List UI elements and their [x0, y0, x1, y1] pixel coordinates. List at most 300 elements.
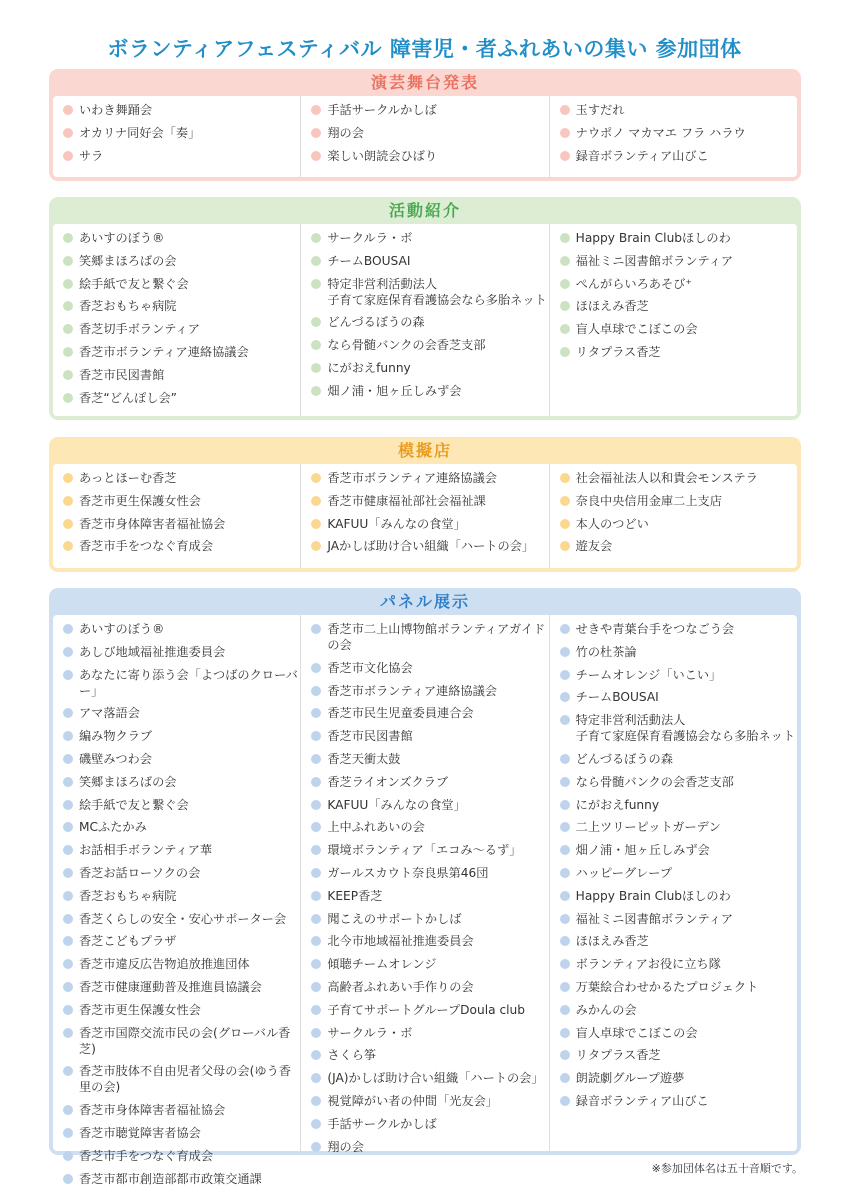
organization-name: 香芝市手をつなぐ育成会: [79, 539, 214, 554]
organization-name: にがおえfunny: [575, 797, 660, 812]
bullet-dot-icon: [560, 822, 570, 832]
list-item: [560, 689, 797, 705]
organization-name: 香芝市ボランティア連絡協議会: [327, 683, 497, 698]
list-item: [63, 470, 300, 486]
bullet-dot-icon: [63, 541, 73, 551]
bullet-dot-icon: [311, 754, 321, 764]
bullet-dot-icon: [63, 1005, 73, 1015]
bullet-dot-icon: [311, 1096, 321, 1106]
bullet-dot-icon: [560, 777, 570, 787]
column-3: [549, 464, 797, 568]
organization-name: なら骨髄バンクの会香芝支部: [327, 338, 486, 353]
organization-name: 聞こえのサポートかしば: [327, 911, 462, 926]
list-item: [63, 888, 300, 904]
organization-name: Happy Brain Clubほしのわ: [575, 231, 731, 245]
bullet-dot-icon: [63, 301, 73, 311]
organization-name: 笑郷まほろばの会: [79, 774, 177, 789]
list-item: [311, 1093, 548, 1109]
list-item: [560, 842, 797, 858]
list-item: [311, 774, 548, 790]
organization-name: せきや青葉台手をつなごう会: [575, 622, 735, 636]
organization-name: ほほえみ香芝: [575, 934, 649, 949]
list-item: [311, 383, 548, 399]
list-item: [63, 1002, 300, 1018]
list-item: [63, 493, 300, 509]
bullet-dot-icon: [63, 845, 73, 855]
column-2: [300, 96, 548, 177]
organization-name: 香芝市更生保護女性会: [79, 1002, 201, 1017]
list-item: [311, 125, 548, 141]
bullet-dot-icon: [311, 128, 321, 138]
bullet-dot-icon: [311, 386, 321, 396]
organization-name: 笑郷まほろばの会: [79, 253, 177, 268]
list-item: [311, 148, 548, 164]
bullet-dot-icon: [311, 317, 321, 327]
organization-name: 環境ボランティア「エコみ〜るず」: [327, 843, 522, 858]
organization-name: 盲人卓球でこぼこの会: [575, 322, 698, 337]
bullet-dot-icon: [560, 324, 570, 334]
organization-name: 香芝市更生保護女性会: [79, 493, 201, 508]
list-item: [560, 751, 797, 767]
organization-name: サークルラ・ボ: [327, 231, 413, 245]
column-3: [549, 96, 797, 177]
bullet-dot-icon: [63, 256, 73, 266]
bullet-dot-icon: [311, 624, 321, 634]
organization-name: 編み物クラブ: [79, 729, 153, 744]
organization-name: ガールスカウト奈良県第46団: [327, 865, 489, 880]
list-item: [311, 865, 548, 881]
list-item: [63, 538, 300, 554]
list-item: [560, 470, 797, 486]
organization-name: ぺんがらいろあそび⁺: [575, 276, 692, 291]
bullet-dot-icon: [311, 800, 321, 810]
list-item: [311, 956, 548, 972]
column-1: [53, 96, 300, 177]
list-item: [311, 797, 548, 813]
organization-name: 玉すだれ: [575, 103, 625, 117]
list-item: [311, 1139, 548, 1155]
organization-name: 香芝市手をつなぐ育成会: [79, 1148, 214, 1163]
list-item: [311, 102, 548, 118]
list-item: [311, 621, 548, 653]
organization-name: あいすのぼう®: [79, 622, 165, 636]
list-item: [311, 888, 548, 904]
list-item: [560, 888, 797, 904]
organization-name: KAFUU「みんなの食堂」: [327, 797, 466, 812]
bullet-dot-icon: [560, 754, 570, 764]
bullet-dot-icon: [560, 151, 570, 161]
bullet-dot-icon: [63, 105, 73, 115]
organization-name: 香芝こどもプラザ: [79, 934, 177, 949]
organization-name: 二上ツリーピットガーデン: [575, 820, 721, 835]
bullet-dot-icon: [63, 731, 73, 741]
bullet-dot-icon: [560, 914, 570, 924]
bullet-dot-icon: [311, 777, 321, 787]
list-item: [560, 667, 797, 683]
organization-name: 遊友会: [575, 539, 613, 554]
list-item: [63, 705, 300, 721]
bullet-dot-icon: [560, 647, 570, 657]
list-item: [63, 911, 300, 927]
bullet-dot-icon: [560, 1073, 570, 1083]
bullet-dot-icon: [311, 936, 321, 946]
bullet-dot-icon: [63, 324, 73, 334]
organization-name: 香芝市民生児童委員連合会: [327, 706, 474, 721]
section-activity-introduction: [49, 197, 801, 420]
list-item: [63, 344, 300, 360]
bullet-dot-icon: [63, 1174, 73, 1184]
list-item: [63, 644, 300, 660]
organization-name: 子育てサポートグループDoula club: [327, 1002, 526, 1017]
list-item: [311, 516, 548, 532]
bullet-dot-icon: [311, 1073, 321, 1083]
list-item: [560, 1070, 797, 1086]
list-item: [560, 956, 797, 972]
list-item: [560, 1047, 797, 1063]
list-item: [311, 842, 548, 858]
bullet-dot-icon: [311, 1142, 321, 1152]
organization-name: お話相手ボランティア華: [79, 843, 213, 858]
bullet-dot-icon: [311, 1028, 321, 1038]
organization-name: 竹の杜茶論: [575, 644, 637, 659]
column-1: [53, 615, 300, 1186]
list-item: [560, 865, 797, 881]
bullet-dot-icon: [311, 279, 321, 289]
list-item: [560, 979, 797, 995]
bullet-dot-icon: [63, 708, 73, 718]
list-item: [63, 516, 300, 532]
bullet-dot-icon: [63, 1151, 73, 1161]
bullet-dot-icon: [560, 670, 570, 680]
page-title: ボランティアフェスティバル 障害児・者ふれあいの集い 参加団体: [107, 37, 742, 61]
column-2: [300, 615, 548, 1154]
bullet-dot-icon: [560, 692, 570, 702]
bullet-dot-icon: [311, 708, 321, 718]
bullet-dot-icon: [311, 340, 321, 350]
organization-name: みかんの会: [575, 1002, 637, 1017]
bullet-dot-icon: [560, 959, 570, 969]
bullet-dot-icon: [560, 891, 570, 901]
organization-name: 香芝おもちゃ病院: [79, 299, 177, 314]
organization-name: 高齢者ふれあい手作りの会: [327, 979, 474, 994]
footnote: ※参加団体名は五十音順です。: [651, 1162, 803, 1175]
section-food-stalls: [49, 437, 801, 572]
organization-name: 香芝市身体障害者福祉協会: [79, 1103, 226, 1118]
bullet-dot-icon: [560, 496, 570, 506]
organization-name: サークルラ・ボ: [327, 1025, 413, 1040]
organization-name: 楽しい朗読会ひばり: [327, 148, 438, 163]
list-item: [560, 230, 797, 246]
organization-name: あしび地域福祉推進委員会: [79, 644, 226, 659]
list-item: [560, 1025, 797, 1041]
organization-name: 香芝市民図書館: [79, 367, 165, 382]
list-item: [560, 712, 797, 744]
organization-name: KAFUU「みんなの食堂」: [327, 516, 466, 531]
bullet-dot-icon: [63, 519, 73, 529]
organization-name: アマ落語会: [79, 706, 140, 721]
organization-name: 香芝市都市創造部都市政策交通課: [79, 1171, 262, 1186]
list-item: [311, 253, 548, 269]
organization-name: 絵手紙で友と繋ぐ会: [79, 276, 189, 291]
organization-name: 手話サークルかしば: [327, 103, 437, 117]
organization-name: Happy Brain Clubほしのわ: [575, 888, 731, 903]
bullet-dot-icon: [560, 624, 570, 634]
organization-name: 香芝市国際交流市民の会(グローバル香芝): [79, 1025, 291, 1056]
list-item: [63, 1125, 300, 1141]
list-item: [63, 125, 300, 141]
bullet-dot-icon: [560, 868, 570, 878]
bullet-dot-icon: [63, 151, 73, 161]
organization-name: どんづるぼうの森: [575, 751, 673, 766]
organization-name: あっとほーむ香芝: [79, 471, 177, 485]
bullet-dot-icon: [560, 279, 570, 289]
bullet-dot-icon: [560, 936, 570, 946]
bullet-dot-icon: [311, 731, 321, 741]
organization-name: (JA)かしば助け合い組織「ハートの会」: [327, 1071, 544, 1086]
bullet-dot-icon: [63, 1128, 73, 1138]
bullet-dot-icon: [63, 936, 73, 946]
section-heading: 活動紹介: [388, 201, 461, 220]
organization-name: 翔の会: [327, 125, 364, 140]
list-item: [311, 538, 548, 554]
list-item: [311, 979, 548, 995]
list-item: [311, 1047, 548, 1063]
bullet-dot-icon: [63, 891, 73, 901]
list-item: [63, 621, 300, 637]
organization-name: 香芝市二上山博物館ボランティアガイドの会: [327, 622, 546, 652]
organization-name: 録音ボランティア山びこ: [575, 148, 709, 163]
organization-name: どんづるぼうの森: [327, 315, 425, 330]
organization-name: にがおえfunny: [327, 360, 411, 375]
organization-name: 手話サークルかしば: [327, 1116, 437, 1131]
list-item: [560, 621, 797, 637]
list-item: [560, 797, 797, 813]
organization-name: サラ: [79, 148, 104, 163]
list-item: [560, 911, 797, 927]
organization-name: あいすのぼう®: [79, 231, 165, 245]
bullet-dot-icon: [63, 1105, 73, 1115]
section-body: [53, 96, 797, 177]
list-item: [560, 644, 797, 660]
organization-name: 香芝“どんぽし会”: [79, 390, 177, 405]
organization-name: 万葉絵合わせかるたプロジェクト: [575, 979, 759, 994]
list-item: [63, 751, 300, 767]
list-item: [63, 797, 300, 813]
list-item: [63, 728, 300, 744]
bullet-dot-icon: [560, 301, 570, 311]
bullet-dot-icon: [63, 777, 73, 787]
list-item: [560, 819, 797, 835]
column-2: [300, 464, 548, 568]
list-item: [63, 1148, 300, 1164]
list-item: [560, 933, 797, 949]
bullet-dot-icon: [560, 1005, 570, 1015]
organization-name: 特定非営利活動法人 子育て家庭保育看護協会なら多胎ネット: [327, 276, 547, 307]
list-item: [560, 1093, 797, 1109]
organization-name: 福祉ミニ図書館ボランティア: [575, 253, 734, 268]
list-item: [63, 1171, 300, 1187]
organization-name: ボランティアお役に立ち隊: [575, 957, 721, 972]
column-1: [53, 224, 300, 416]
organization-name: 福祉ミニ図書館ボランティア: [575, 911, 734, 926]
bullet-dot-icon: [311, 105, 321, 115]
bullet-dot-icon: [311, 256, 321, 266]
bullet-dot-icon: [63, 914, 73, 924]
bullet-dot-icon: [63, 370, 73, 380]
bullet-dot-icon: [63, 473, 73, 483]
bullet-dot-icon: [560, 541, 570, 551]
section-body: [53, 224, 797, 416]
bullet-dot-icon: [311, 1050, 321, 1060]
organization-name: 畑ノ浦・旭ヶ丘しみず会: [327, 383, 462, 398]
bullet-dot-icon: [560, 473, 570, 483]
section-heading: 模擬店: [397, 441, 452, 460]
list-item: [311, 751, 548, 767]
organization-name: 香芝切手ボランティア: [79, 322, 200, 337]
organization-name: 香芝市文化協会: [327, 660, 413, 675]
organization-name: 視覚障がい者の仲間「光友会」: [327, 1093, 498, 1108]
bullet-dot-icon: [311, 868, 321, 878]
bullet-dot-icon: [63, 670, 73, 680]
bullet-dot-icon: [311, 496, 321, 506]
bullet-dot-icon: [560, 128, 570, 138]
list-item: [311, 314, 548, 330]
organization-name: 磯壁みつわ会: [79, 751, 152, 766]
organization-name: 社会福祉法人以和貴会モンステラ: [575, 471, 758, 485]
section-stage-performance: [49, 69, 801, 181]
list-item: [63, 933, 300, 949]
bullet-dot-icon: [560, 233, 570, 243]
bullet-dot-icon: [560, 1028, 570, 1038]
organization-name: いわき舞踊会: [79, 103, 153, 117]
list-item: [311, 360, 548, 376]
bullet-dot-icon: [63, 393, 73, 403]
bullet-dot-icon: [63, 868, 73, 878]
organization-name: 北今市地域福祉推進委員会: [327, 934, 474, 949]
list-item: [63, 956, 300, 972]
list-item: [560, 493, 797, 509]
bullet-dot-icon: [560, 519, 570, 529]
bullet-dot-icon: [560, 105, 570, 115]
bullet-dot-icon: [63, 754, 73, 764]
list-item: [311, 1070, 548, 1086]
section-heading: パネル展示: [379, 592, 470, 611]
list-item: [63, 865, 300, 881]
list-item: [560, 253, 797, 269]
list-item: [311, 337, 548, 353]
organization-name: 香芝おもちゃ病院: [79, 888, 177, 903]
list-item: [560, 276, 797, 292]
list-item: [63, 148, 300, 164]
organization-name: 香芝お話ローソクの会: [79, 865, 201, 880]
organization-name: KEEP香芝: [327, 888, 383, 903]
bullet-dot-icon: [63, 624, 73, 634]
bullet-dot-icon: [311, 233, 321, 243]
organization-name: 香芝市肢体不自由児者父母の会(ゆう香里の会): [79, 1064, 291, 1095]
bullet-dot-icon: [311, 363, 321, 373]
bullet-dot-icon: [63, 279, 73, 289]
list-item: [63, 230, 300, 246]
list-item: [311, 493, 548, 509]
list-item: [63, 253, 300, 269]
organization-name: 絵手紙で友と繋ぐ会: [79, 797, 189, 812]
list-item: [560, 1002, 797, 1018]
bullet-dot-icon: [63, 822, 73, 832]
organization-name: 上中ふれあいの会: [327, 820, 425, 835]
list-item: [311, 728, 548, 744]
organization-name: 香芝市ボランティア連絡協議会: [327, 471, 497, 485]
list-item: [560, 148, 797, 164]
bullet-dot-icon: [63, 800, 73, 810]
list-item: [311, 1002, 548, 1018]
list-item: [63, 276, 300, 292]
organization-name: 香芝市民図書館: [327, 729, 413, 744]
bullet-dot-icon: [560, 982, 570, 992]
bullet-dot-icon: [311, 982, 321, 992]
list-item: [311, 276, 548, 308]
bullet-dot-icon: [560, 845, 570, 855]
organization-name: 録音ボランティア山びこ: [575, 1093, 709, 1108]
organization-name: ほほえみ香芝: [575, 299, 649, 314]
list-item: [63, 842, 300, 858]
bullet-dot-icon: [63, 347, 73, 357]
list-item: [63, 667, 300, 699]
bullet-dot-icon: [311, 473, 321, 483]
organization-name: なら骨髄バンクの会香芝支部: [575, 774, 734, 789]
column-3: [549, 615, 797, 1151]
list-item: [560, 102, 797, 118]
list-item: [63, 1102, 300, 1118]
organization-name: 畑ノ浦・旭ヶ丘しみず会: [575, 843, 710, 858]
list-item: [560, 774, 797, 790]
bullet-dot-icon: [63, 233, 73, 243]
column-1: [53, 464, 300, 568]
organization-name: JAかしば助け合い組織「ハートの会」: [327, 539, 535, 554]
bullet-dot-icon: [311, 914, 321, 924]
list-item: [63, 321, 300, 337]
bullet-dot-icon: [311, 541, 321, 551]
organization-name: 香芝市ボランティア連絡協議会: [79, 344, 249, 359]
list-item: [311, 911, 548, 927]
organization-name: 香芝市健康運動普及推進員協議会: [79, 979, 262, 994]
bullet-dot-icon: [560, 800, 570, 810]
organization-name: 盲人卓球でこぼこの会: [575, 1025, 698, 1040]
bullet-dot-icon: [63, 128, 73, 138]
organization-name: チームBOUSAI: [327, 253, 411, 268]
list-item: [63, 298, 300, 314]
list-item: [560, 125, 797, 141]
list-item: [560, 298, 797, 314]
bullet-dot-icon: [63, 959, 73, 969]
list-item: [560, 538, 797, 554]
bullet-dot-icon: [63, 496, 73, 506]
bullet-dot-icon: [560, 347, 570, 357]
bullet-dot-icon: [311, 1005, 321, 1015]
bullet-dot-icon: [63, 1066, 73, 1076]
bullet-dot-icon: [311, 519, 321, 529]
organization-name: リタプラス香芝: [575, 1048, 661, 1063]
organization-name: MCふたかみ: [79, 820, 147, 835]
bullet-dot-icon: [311, 663, 321, 673]
bullet-dot-icon: [560, 1096, 570, 1106]
organization-name: さくら筝: [327, 1048, 377, 1063]
bullet-dot-icon: [311, 686, 321, 696]
organization-name: 香芝くらしの安全・安心サポーター会: [79, 911, 287, 926]
bullet-dot-icon: [311, 891, 321, 901]
list-item: [311, 1116, 548, 1132]
list-item: [560, 321, 797, 337]
list-item: [311, 933, 548, 949]
